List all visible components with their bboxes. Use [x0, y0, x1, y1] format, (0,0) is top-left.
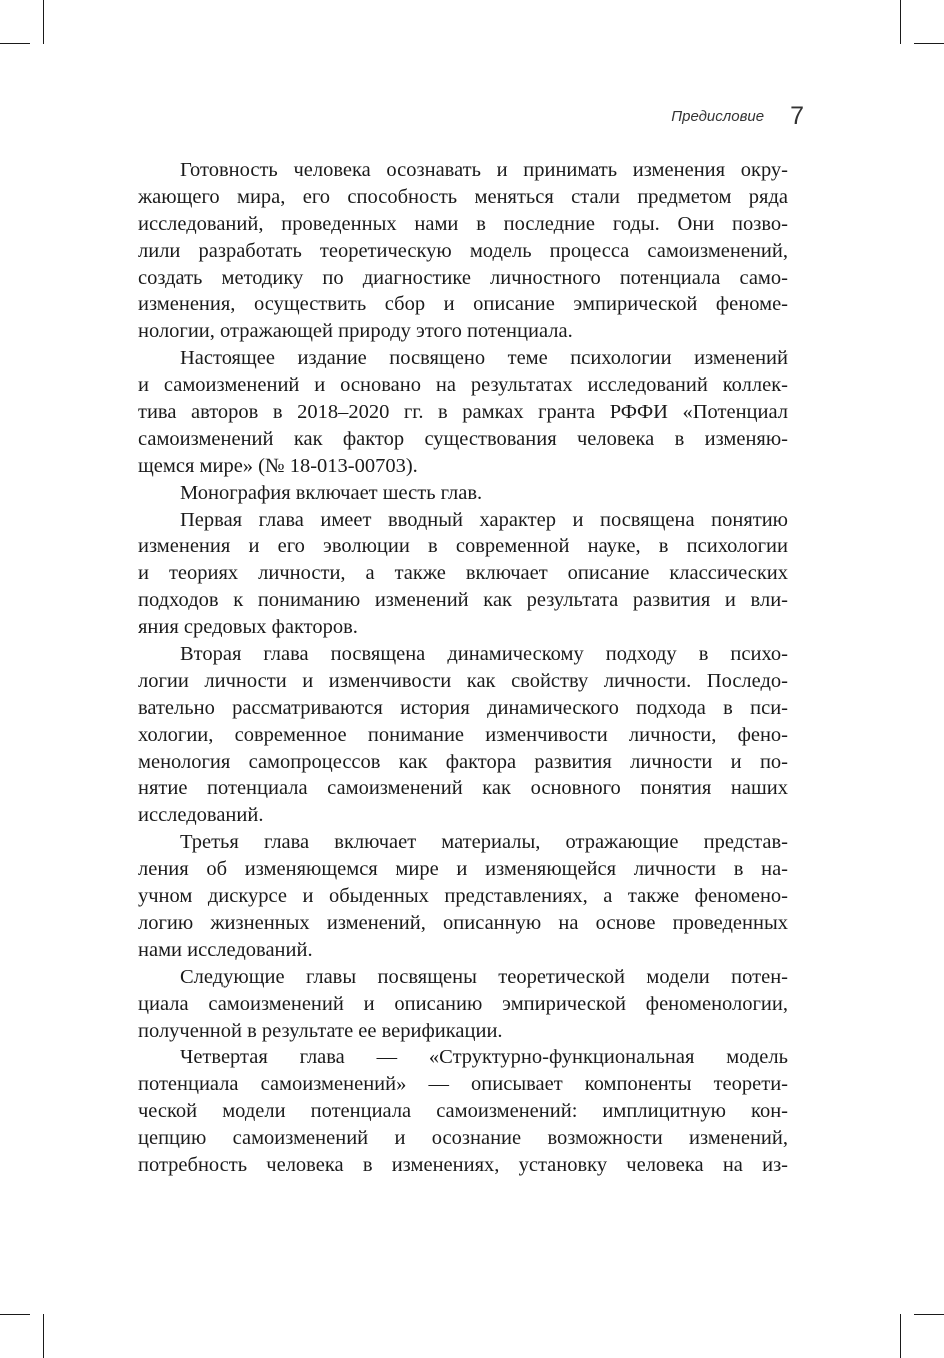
paragraph [138, 641, 788, 829]
text-line: учном дискурсе и обыденных представлениях, а также феномено- [138, 885, 788, 908]
text-line: менология самопроцессов как фактора развития личности и по- [138, 750, 788, 773]
text-line: Готовность человека осознавать и принимать изменения окру- [180, 159, 788, 181]
paragraph [138, 480, 788, 507]
paragraph [138, 829, 788, 963]
paragraph [138, 507, 788, 641]
paragraph [138, 157, 788, 345]
text-line: ческой модели потенциала самоизменений: имплицитную кон- [138, 1100, 788, 1123]
text-line: исследований, проведенных нами в последние годы. Они позво- [138, 212, 788, 235]
crop-mark-top-right-horizontal [914, 43, 944, 44]
running-head [600, 100, 804, 132]
text-line: логию жизненных изменений, описанную на основе проведенных [138, 911, 788, 934]
text-line: яния средовых факторов. [138, 616, 358, 639]
text-line: цепцию самоизменений и осознание возможности изменений, [138, 1127, 788, 1150]
text-line: и теориях личности, а также включает описание классических [138, 562, 788, 585]
paragraph [138, 964, 788, 1045]
text-line: щемся мире» (№ 18-013-00703). [138, 454, 418, 477]
text-line: потенциала самоизменений» — описывает компоненты теорети- [138, 1073, 788, 1096]
crop-mark-top-left-horizontal [0, 43, 30, 44]
text-line: изменения и его эволюции в современной науке, в психологии [138, 535, 788, 558]
text-line: ления об изменяющемся мире и изменяющейся личности в на- [138, 858, 788, 881]
text-line: самоизменений как фактор существования человека в изменяю- [138, 427, 788, 450]
text-line: Первая глава имеет вводный характер и посвящена понятию [180, 508, 788, 531]
text-line: подходов к пониманию изменений как результата развития и вли- [138, 589, 788, 612]
body-text [138, 157, 788, 1179]
text-line: лили разработать теоретическую модель процесса самоизменений, [138, 239, 788, 262]
text-line: нами исследований. [138, 938, 313, 961]
crop-mark-top-right [900, 0, 901, 44]
text-line: Вторая глава посвящена динамическому подходу в психо- [180, 643, 788, 666]
text-line: изменения, осуществить сбор и описание эмпирической феноме- [138, 293, 788, 316]
text-line: нятие потенциала самоизменений как основного понятия наших [138, 777, 788, 800]
text-line: Следующие главы посвящены теоретической модели потен- [180, 965, 788, 988]
paragraph [138, 1044, 788, 1178]
text-line: нологии, отражающей природу этого потенциала. [138, 320, 573, 343]
text-line: исследований. [138, 804, 264, 827]
text-line: и самоизменений и основано на результатах исследований коллек- [138, 374, 788, 397]
section-title: Предисловие [671, 107, 765, 125]
text-line: потребность человека в изменениях, установку человека на из- [138, 1153, 788, 1176]
text-line: логии личности и изменчивости как свойству личности. Последо- [138, 669, 788, 692]
text-line: полученной в результате ее верификации. [138, 1019, 503, 1042]
crop-mark-top-left [43, 0, 44, 44]
text-line: циала самоизменений и описанию эмпирической феноменологии, [138, 992, 788, 1015]
text-line: Монография включает шесть глав. [180, 481, 483, 504]
text-line: создать методику по диагностике личностного потенциала само- [138, 266, 788, 289]
text-line: жающего мира, его способность меняться стали предметом ряда [138, 185, 788, 208]
crop-mark-bottom-right [900, 1314, 901, 1358]
crop-mark-bottom-left [43, 1314, 44, 1358]
text-line: тива авторов в 2018–2020 гг. в рамках гранта РФФИ «Потенциал [138, 401, 788, 424]
crop-mark-bottom-left-horizontal [0, 1314, 30, 1315]
paragraph [138, 345, 788, 479]
text-line: Четвертая глава — «Структурно-функциональная модель [180, 1046, 788, 1069]
text-line: Третья глава включает материалы, отражающие представ- [180, 831, 788, 854]
page-number: 7 [790, 101, 804, 130]
text-line: Настоящее издание посвящено теме психологии изменений [180, 347, 788, 370]
text-line: хологии, современное понимание изменчивости личности, фено- [138, 723, 788, 746]
text-line: вательно рассматриваются история динамического подхода в пси- [138, 696, 788, 719]
crop-mark-bottom-right-horizontal [914, 1314, 944, 1315]
